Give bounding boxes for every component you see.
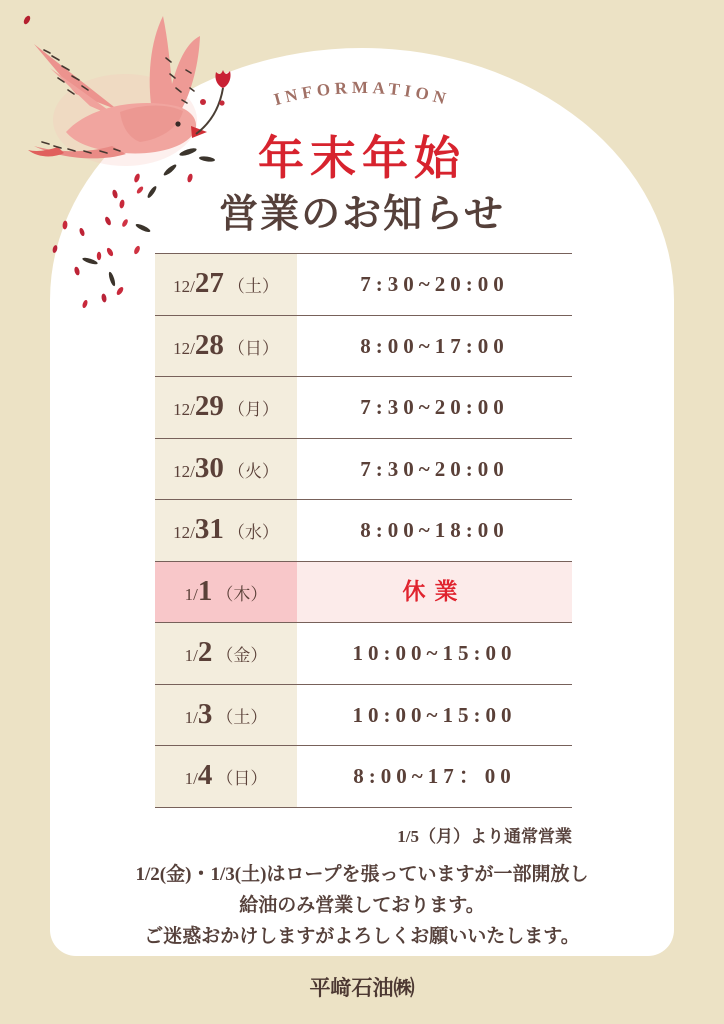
closed-badge: 休業 — [297, 562, 572, 623]
date-cell — [155, 746, 297, 807]
weekday: （土） — [216, 707, 268, 727]
date-cell — [155, 377, 297, 438]
weekday: （水） — [227, 523, 279, 542]
schedule-row-12-28 — [155, 316, 572, 378]
month-prefix: 1/ — [184, 707, 198, 727]
hours-cell: 7:30~20:00 — [360, 395, 509, 419]
date-cell — [155, 439, 297, 500]
month-prefix: 12/ — [173, 461, 195, 481]
day-number: 29 — [194, 390, 224, 422]
schedule-row-12-27 — [155, 254, 572, 316]
notice-line-2: 給油のみ営業しております。 — [239, 895, 485, 916]
month-prefix: 12/ — [173, 400, 195, 419]
schedule-row-12-29 — [155, 377, 572, 439]
subtitle: 営業のお知らせ — [219, 193, 505, 236]
month-prefix: 12/ — [173, 523, 195, 542]
schedule-table — [155, 253, 572, 808]
notice-line-3: ご迷惑おかけしますがよろしくお願いいたします。 — [144, 926, 580, 947]
weekday: （日） — [216, 769, 268, 788]
day-number: 2 — [197, 636, 213, 668]
schedule-row-1-3 — [155, 685, 572, 747]
day-number: 27 — [194, 267, 224, 299]
month-prefix: 1/ — [184, 584, 198, 604]
main-title: 年末年始 — [258, 133, 466, 184]
schedule-row-1-1-closed — [155, 562, 572, 624]
month-prefix: 1/ — [184, 646, 198, 665]
date-cell — [155, 254, 297, 315]
hours-cell: 8:00~17:00 — [360, 333, 509, 358]
schedule-row-1-2 — [155, 623, 572, 685]
day-number: 31 — [194, 513, 224, 545]
company-name: 平﨑石油㈱ — [309, 976, 415, 1000]
weekday: （土） — [227, 277, 279, 296]
weekday: （金） — [216, 646, 268, 665]
weekday: （日） — [227, 338, 279, 358]
day-number: 30 — [194, 451, 224, 484]
day-number: 1 — [197, 574, 213, 607]
date-cell — [155, 500, 297, 561]
hours-cell: 8:00~18:00 — [360, 518, 509, 542]
date-cell — [155, 685, 297, 746]
hours-cell: 7:30~20:00 — [360, 456, 509, 481]
month-prefix: 1/ — [184, 769, 198, 788]
date-cell — [155, 623, 297, 684]
notice — [0, 859, 724, 952]
hours-cell: 7:30~20:00 — [360, 272, 509, 296]
weekday: （火） — [227, 461, 279, 481]
weekday: （木） — [216, 584, 268, 604]
month-prefix: 12/ — [173, 277, 195, 296]
hours-cell: 10:00~15:00 — [352, 702, 517, 727]
schedule-row-12-30 — [155, 439, 572, 501]
month-prefix: 12/ — [173, 338, 195, 358]
date-cell — [155, 562, 297, 623]
information-label: INFORMATION — [271, 77, 453, 110]
day-number: 28 — [194, 328, 224, 361]
schedule-row-1-4 — [155, 746, 572, 808]
resume-note: 1/5（月）より通常営業 — [397, 827, 572, 846]
date-cell — [155, 316, 297, 377]
weekday: （月） — [227, 400, 279, 419]
notice-line-1: 1/2(金)・1/3(土)はロープを張っていますが一部開放し — [135, 864, 589, 885]
hours-cell: 8:00~17：00 — [353, 764, 516, 788]
schedule-row-12-31 — [155, 500, 572, 562]
day-number: 3 — [197, 697, 213, 730]
day-number: 4 — [197, 759, 213, 791]
hours-cell: 10:00~15:00 — [352, 641, 517, 665]
